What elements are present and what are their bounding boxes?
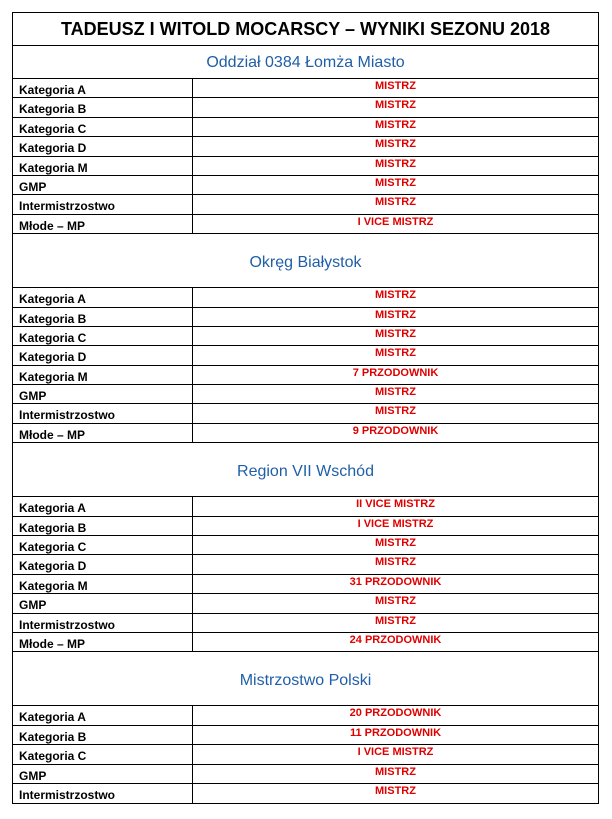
category-label: Kategoria C: [13, 536, 193, 554]
table-row: [13, 745, 598, 764]
result-value: I VICE MISTRZ: [357, 215, 434, 228]
table-row: [13, 346, 598, 365]
result-value: MISTRZ: [375, 138, 416, 151]
category-label: Kategoria D: [13, 137, 193, 155]
table-row: [13, 784, 598, 803]
table-row: [13, 176, 598, 195]
category-label: GMP: [13, 385, 193, 403]
result-value: MISTRZ: [375, 595, 416, 608]
result-value: 11 PRZODOWNIK: [349, 726, 442, 739]
result-value: MISTRZ: [375, 556, 416, 569]
category-label: Kategoria C: [13, 745, 193, 763]
result-value: MISTRZ: [375, 80, 416, 92]
result-value: II VICE MISTRZ: [356, 498, 435, 511]
result-value: MISTRZ: [375, 614, 416, 627]
table-row: [13, 118, 598, 137]
table-row: [13, 366, 598, 385]
category-label: Kategoria B: [13, 98, 193, 116]
table-row: [13, 497, 598, 516]
result-value: 20 PRZODOWNIK: [349, 707, 442, 720]
section-heading: Okręg Białystok: [13, 234, 598, 288]
table-row: [13, 765, 598, 784]
results-section: [13, 46, 598, 234]
section-heading: Oddział 0384 Łomża Miasto: [13, 46, 598, 79]
table-row: [13, 79, 598, 98]
table-row: [13, 594, 598, 613]
result-value: MISTRZ: [375, 308, 416, 321]
category-label: Młode – MP: [13, 424, 193, 442]
result-value: MISTRZ: [375, 386, 416, 399]
category-label: Kategoria B: [13, 308, 193, 326]
category-label: Kategoria C: [13, 327, 193, 345]
category-label: Intermistrzostwo: [13, 195, 193, 213]
table-row: [13, 308, 598, 327]
result-value: 9 PRZODOWNIK: [352, 424, 439, 437]
result-value: MISTRZ: [375, 347, 416, 360]
category-label: Intermistrzostwo: [13, 404, 193, 422]
category-label: Kategoria A: [13, 497, 193, 515]
table-row: [13, 726, 598, 745]
table-row: [13, 404, 598, 423]
category-label: Kategoria D: [13, 346, 193, 364]
table-row: [13, 633, 598, 652]
table-row: [13, 327, 598, 346]
table-row: [13, 555, 598, 574]
table-row: [13, 517, 598, 536]
category-label: Kategoria C: [13, 118, 193, 136]
result-value: MISTRZ: [375, 176, 416, 189]
results-document: [12, 12, 599, 804]
result-value: MISTRZ: [375, 196, 416, 209]
results-section: [13, 443, 598, 652]
result-value: MISTRZ: [375, 99, 416, 112]
category-label: GMP: [13, 176, 193, 194]
result-value: MISTRZ: [375, 537, 416, 550]
section-heading: Region VII Wschód: [13, 443, 598, 497]
category-label: Kategoria D: [13, 555, 193, 573]
category-label: GMP: [13, 765, 193, 783]
table-row: [13, 706, 598, 725]
category-label: Młode – MP: [13, 633, 193, 651]
result-value: I VICE MISTRZ: [357, 517, 434, 530]
result-value: MISTRZ: [375, 157, 416, 170]
category-label: Kategoria A: [13, 706, 193, 724]
category-label: Kategoria M: [13, 366, 193, 384]
table-row: [13, 98, 598, 117]
result-value: 7 PRZODOWNIK: [352, 366, 439, 379]
table-row: [13, 536, 598, 555]
table-row: [13, 614, 598, 633]
category-label: Kategoria M: [13, 575, 193, 593]
result-value: 31 PRZODOWNIK: [349, 575, 442, 588]
section-heading: Mistrzostwo Polski: [13, 652, 598, 706]
category-label: Młode – MP: [13, 215, 193, 233]
category-label: Kategoria A: [13, 288, 193, 306]
category-label: Intermistrzostwo: [13, 784, 193, 803]
result-value: MISTRZ: [375, 405, 416, 418]
results-section: [13, 234, 598, 443]
table-row: [13, 157, 598, 176]
category-label: GMP: [13, 594, 193, 612]
table-row: [13, 137, 598, 156]
results-section: [13, 652, 598, 803]
category-label: Kategoria B: [13, 517, 193, 535]
result-value: MISTRZ: [375, 289, 416, 302]
result-value: I VICE MISTRZ: [357, 746, 434, 759]
result-value: MISTRZ: [375, 118, 416, 131]
result-value: MISTRZ: [375, 327, 416, 340]
table-row: [13, 215, 598, 234]
category-label: Intermistrzostwo: [13, 614, 193, 632]
category-label: Kategoria M: [13, 157, 193, 175]
category-label: Kategoria B: [13, 726, 193, 744]
category-label: Kategoria A: [13, 79, 193, 97]
document-title: TADEUSZ I WITOLD MOCARSCY – WYNIKI SEZONU 2018: [13, 13, 598, 46]
result-value: 24 PRZODOWNIK: [349, 633, 442, 646]
table-row: [13, 424, 598, 443]
table-row: [13, 385, 598, 404]
results-sections: [13, 46, 598, 803]
table-row: [13, 288, 598, 307]
result-value: MISTRZ: [375, 765, 416, 778]
table-row: [13, 195, 598, 214]
table-row: [13, 575, 598, 594]
result-value: MISTRZ: [375, 784, 416, 797]
